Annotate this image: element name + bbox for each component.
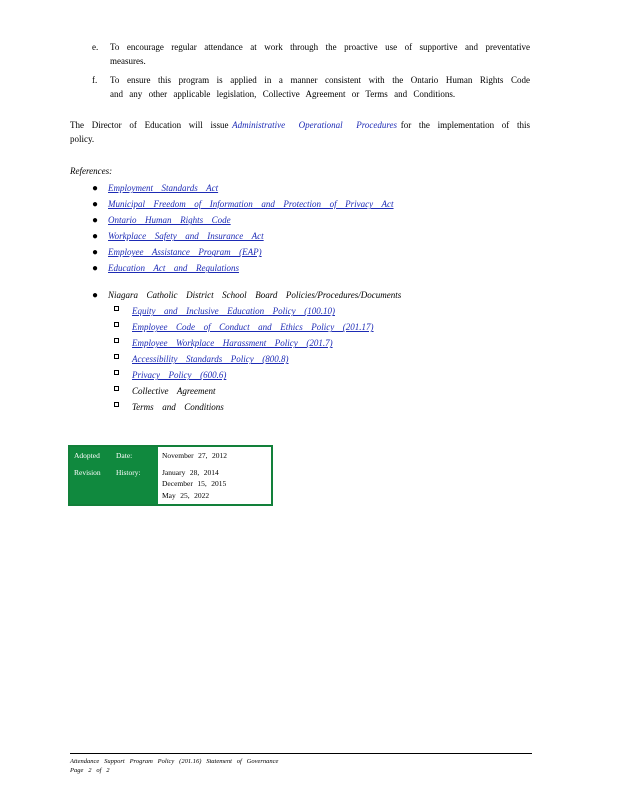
list-item xyxy=(70,353,530,367)
hollow-square-bullet-icon xyxy=(114,338,119,343)
bullet-icon: ● xyxy=(92,289,99,301)
bullet-icon: ● xyxy=(92,215,99,227)
footer-title: Attendance Support Program Policy (201.16) Statement of Governance xyxy=(70,757,279,765)
list-item xyxy=(70,182,530,196)
list-marker: f. xyxy=(92,74,98,85)
list-item xyxy=(70,214,530,228)
reference-link[interactable]: Education Act and Regulations xyxy=(108,263,239,274)
hollow-square-bullet-icon xyxy=(114,386,119,391)
list-item xyxy=(70,262,530,276)
history-label-cell: History: xyxy=(112,464,158,505)
reference-link[interactable]: Ontario Human Rights Code xyxy=(108,215,231,226)
administrative-operational-procedures-link[interactable]: Administrative Operational Procedures xyxy=(232,119,398,130)
board-document-link[interactable]: Employee Code of Conduct and Ethics Policy (201.17) xyxy=(132,322,374,333)
adoption-table xyxy=(68,445,273,506)
adopted-date-cell: November 27, 2012 xyxy=(158,446,272,464)
adopted-label-cell: Adopted xyxy=(69,446,112,464)
revision-date: December 15, 2015 xyxy=(162,479,227,489)
hollow-square-bullet-icon xyxy=(114,354,119,359)
lettered-list xyxy=(70,40,530,102)
adoption-table-wrapper xyxy=(68,445,530,506)
list-item xyxy=(70,198,530,212)
reference-link[interactable]: Employee Assistance Program (EAP) xyxy=(108,247,262,258)
list-item xyxy=(70,230,530,244)
footer-divider xyxy=(70,753,532,754)
list-item xyxy=(70,289,530,303)
bullet-icon: ● xyxy=(92,263,99,275)
table-row xyxy=(69,446,272,464)
bullet-icon: ● xyxy=(92,231,99,243)
hollow-square-bullet-icon xyxy=(114,322,119,327)
date-label-cell: Date: xyxy=(112,446,158,464)
reference-link[interactable]: Municipal Freedom of Information and Protection of Privacy Act xyxy=(108,199,394,210)
revision-date: May 25, 2022 xyxy=(162,490,210,500)
hollow-square-bullet-icon xyxy=(114,306,119,311)
board-document-link[interactable]: Employee Workplace Harassment Policy (201.7) xyxy=(132,338,333,349)
references-heading: References: xyxy=(70,166,113,177)
director-paragraph-before: The Director of Education will issue xyxy=(70,119,229,130)
bullet-icon: ● xyxy=(92,183,99,195)
board-document-item: Terms and Conditions xyxy=(132,402,224,413)
list-item xyxy=(70,246,530,260)
board-group-bullet xyxy=(70,289,530,303)
board-document-link[interactable]: Equity and Inclusive Education Policy (100.10) xyxy=(132,306,335,317)
director-paragraph xyxy=(70,118,530,147)
reference-link[interactable]: Workplace Safety and Insurance Act xyxy=(108,231,264,242)
bullet-icon: ● xyxy=(92,199,99,211)
bullet-icon: ● xyxy=(92,247,99,259)
revision-date: January 28, 2014 xyxy=(162,468,219,478)
list-marker: e. xyxy=(92,42,99,52)
footer-page-number: Page 2 of 2 xyxy=(70,767,110,775)
reference-link[interactable]: Employment Standards Act xyxy=(108,183,219,194)
list-item xyxy=(70,385,530,399)
hollow-square-bullet-icon xyxy=(114,402,119,407)
references-list xyxy=(70,182,530,276)
board-document-link[interactable]: Privacy Policy (600.6) xyxy=(132,370,227,381)
list-item xyxy=(70,321,530,335)
list-item xyxy=(70,337,530,351)
board-document-item: Collective Agreement xyxy=(132,386,216,397)
revision-history-cell xyxy=(158,464,272,505)
list-item xyxy=(70,401,530,415)
list-item xyxy=(70,40,530,69)
hollow-square-bullet-icon xyxy=(114,370,119,375)
list-item xyxy=(70,369,530,383)
director-paragraph-after: for the implementation of this policy. xyxy=(70,119,531,144)
board-document-link[interactable]: Accessibility Standards Policy (800.8) xyxy=(132,354,289,365)
list-item xyxy=(70,73,530,102)
document-body xyxy=(70,40,530,506)
list-item-text: To ensure this program is applied in a manner consistent with the Ontario Human Rights Code and any other applicable legislation, Collective Agreement or Terms and Conditions. xyxy=(110,74,530,100)
list-item xyxy=(70,305,530,319)
list-item-text: To encourage regular attendance at work through the proactive use of supportive and preventative measures. xyxy=(110,42,530,67)
table-row xyxy=(69,464,272,505)
board-documents-group xyxy=(70,289,530,415)
board-group-label: Niagara Catholic District School Board Policies/Procedures/Documents xyxy=(108,289,402,300)
page-footer xyxy=(70,753,532,777)
revision-label-cell: Revision xyxy=(69,464,112,505)
board-documents-list xyxy=(70,305,530,415)
